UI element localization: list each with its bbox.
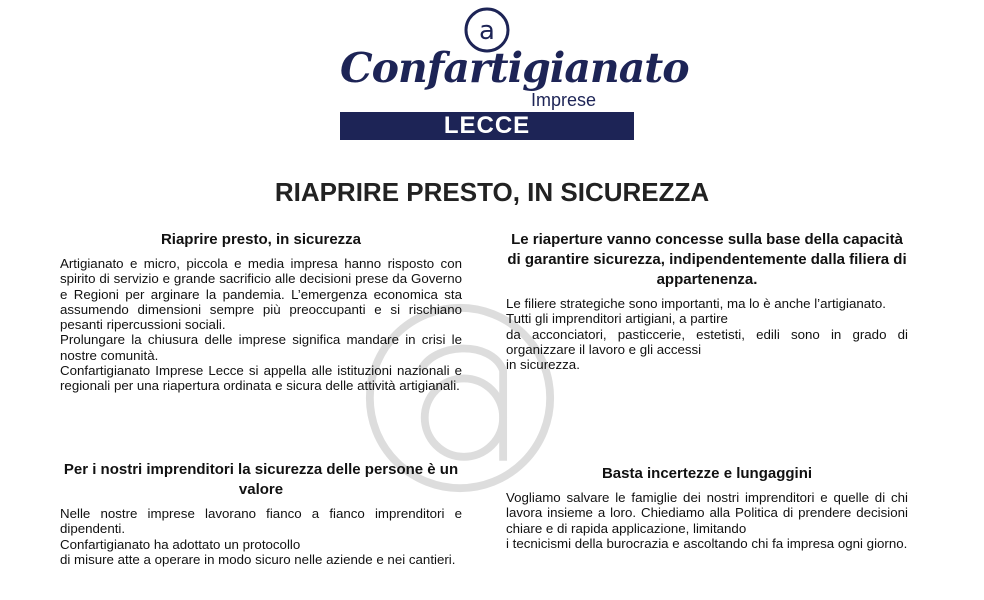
confartigianato-logo <box>340 6 689 139</box>
section-body <box>506 296 908 372</box>
paragraph: Confartigianato Imprese Lecce si appella alle istituzioni nazionali e regionali per una riapertura ordinata e sicura delle attività artigianali. <box>60 363 462 394</box>
section-heading: Per i nostri imprenditori la sicurezza delle persone è un valore <box>63 461 459 498</box>
section-heading: Le riaperture vanno concesse sulla base della capacità di garantire sicurezza, indipendentemente dalla filiera di appartenenza. <box>507 231 907 288</box>
paragraph: i tecnicismi della burocrazia e ascoltando chi fa impresa ogni giorno. <box>506 535 908 551</box>
logo-mark-letter: a <box>479 16 495 46</box>
paragraph: Confartigianato ha adottato un protocollo <box>60 536 301 552</box>
paragraph: di misure atte a operare in modo sicuro nelle aziende e nei cantieri. <box>60 551 456 567</box>
section-body <box>506 490 908 551</box>
section-sicurezza-valore <box>60 460 462 567</box>
paragraph: Tutti gli imprenditori artigiani, a partire <box>506 311 728 327</box>
paragraph: in sicurezza. <box>506 357 580 373</box>
page-title: RIAPRIRE PRESTO, IN SICUREZZA <box>274 177 710 207</box>
paragraph: Prolungare la chiusura delle imprese significa mandare in crisi le nostre comunità. <box>60 332 462 363</box>
section-riaperture-concesse <box>506 230 908 372</box>
section-riaprire-presto <box>60 230 462 394</box>
paragraph: da acconciatori, pasticcerie, estetisti, edili sono in grado di organizzare il lavoro e gli accessi <box>506 326 908 357</box>
section-body <box>60 506 462 567</box>
logo-subtitle: Imprese <box>530 90 596 110</box>
section-heading: Riaprire presto, in sicurezza <box>160 231 362 248</box>
section-basta-incertezze <box>506 464 908 551</box>
section-heading: Basta incertezze e lungaggini <box>601 465 813 482</box>
paragraph: Nelle nostre imprese lavorano fianco a fianco imprenditori e dipendenti. <box>60 506 462 537</box>
section-body <box>60 256 462 394</box>
logo-city-bar: LECCE <box>340 112 634 140</box>
logo-name: Confartigianato <box>340 44 689 92</box>
paragraph: Vogliamo salvare le famiglie dei nostri imprenditori e quelle di chi lavora insieme a loro. Chiediamo alla Politica di prendere decisioni chiare e di rapida applicazione, limitando <box>506 490 908 536</box>
paragraph: Le filiere strategiche sono importanti, ma lo è anche l’artigianato. <box>506 296 886 311</box>
paragraph: Artigianato e micro, piccola e media impresa hanno risposto con spirito di servizio e grande sacrificio alle decisioni prese da Governo e Regioni per arginare la pandemia. L’emergenza economica sta assumendo dimensioni sempre più preoccupanti e si rischiano pesanti ripercussioni sociali. <box>60 256 462 333</box>
